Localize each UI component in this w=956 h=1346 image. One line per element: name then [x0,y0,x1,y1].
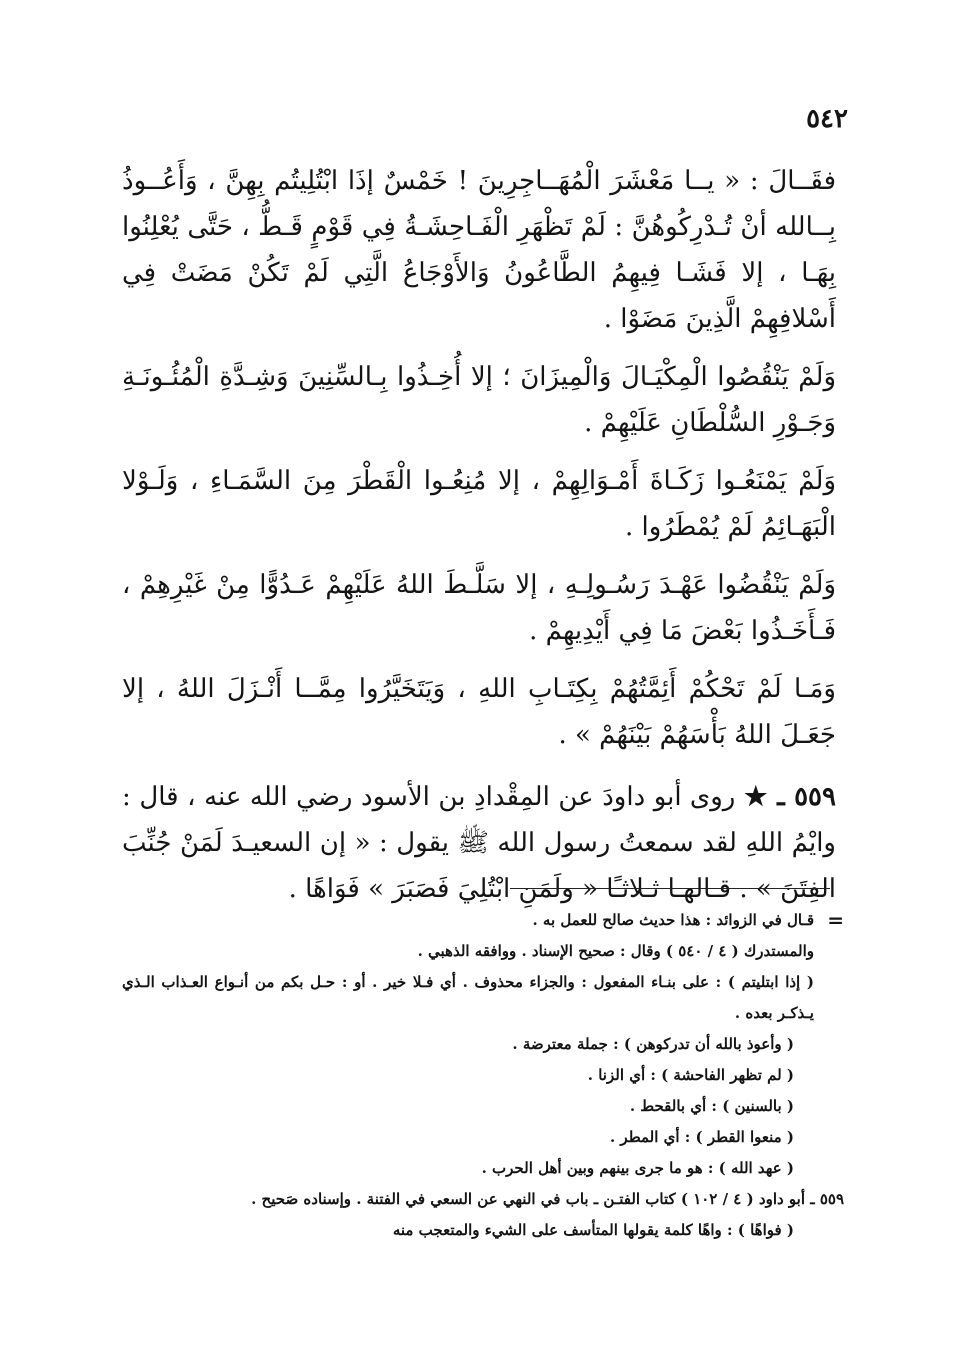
footnote-line: ( بالسنين ) : أي بالقحط . [629,1097,794,1115]
hadith-paragraph: وَلَمْ يَنْقُصُوا الْمِكْيَـالَ وَالْمِيزَانَ ؛ إلا أُخِـذُوا بِـالسِّنِينَ وَشِـدَّةِ الْمُئُـونَـةِ وَجَـوْرِ السُّلْطَانِ عَلَيْهِمْ . [122,362,836,438]
footnotes [122,905,844,1246]
hadith-paragraph: وَلَمْ يَمْنَعُـوا زَكَـاةَ أَمْـوَالِهِمْ ، إلا مُنِعُـوا الْقَطْرَ مِنَ السَّمَـاءِ ، وَلَـوْلا الْبَهَـائِمُ لَمْ يُمْطَرُوا . [122,466,836,542]
hadith-number: ٥٥٩ ـ ★ [743,782,836,812]
footnote-line: ( عهد الله ) : هو ما جرى بينهم وبين أهل الحرب . [481,1159,794,1177]
hadith-559-text: روى أبو داودَ عن المِقْدادِ بن الأسود رضي الله عنه ، قال : وايْمُ اللهِ لقد سمعتُ رسول الله ﷺ يقول : « إن السعيـدَ لَمَنْ جُنِّبَ الفِتَنَ » . قـالهـا ثـلاثـًا « ولَمَنِ ابْتُلِيَ فَصَبَرَ » فَوَاهًا . [122,782,836,904]
footnote-line: ( لم تظهر الفاحشة ) : أي الزنا . [587,1066,794,1084]
footnote-continuation-mark: = [827,908,844,932]
page-number: ٥٤٢ [806,104,848,134]
footnote-559: ٥٥٩ ـ أبو داود ( ٤ / ١٠٢ ) كتاب الفتـن ـ باب في النهي عن السعي في الفتنة . وإسناده صَحيح . [251,1190,844,1208]
footnote-divider [510,888,830,889]
footnote-line: ( وأعوذ بالله أن تدركوهن ) : جملة معترضة . [512,1035,794,1053]
footnote-559-gloss: ( فواهًا ) : واهًا كلمة يقولها المتأسف على الشيء والمتعجب منه [392,1221,794,1239]
hadith-paragraph: وَلَمْ يَنْقُضُوا عَهْـدَ رَسُـولِـهِ ، إلا سَلَّـطَ اللهُ عَلَيْهِمْ عَـدُوًّا مِنْ غَيْرِهِمْ ، فَـأَخَـذُوا بَعْضَ مَا فِي أَيْدِيهِمْ . [122,570,836,646]
footnote-line: والمستدرك ( ٤ / ٥٤٠ ) وقال : صحيح الإسناد . ووافقه الذهبي . [417,942,814,960]
hadith-paragraph: فقَــالَ : « يــا مَعْشَرَ الْمُهَــاجِرِينَ ! خَمْسٌ إذَا ابْتُلِيتُم بِهِنَّ ، وَأَعُــوذُ بِــالله أنْ تُـدْرِكُوهُنَّ : لَمْ تَظْهَرِ الْفَـاحِشَـةُ فِي قَوْمٍ قَـطُّ ، حَتَّى يُعْلِنُوا بِهَـا ، إلا فَشَـا فِيهِمُ الطَّاعُونُ وَالأَوْجَاعُ الَّتِي لَمْ تَكُنْ مَضَتْ فِي أَسْلافِهِمْ الَّذِينَ مَضَوْا . [122,166,836,334]
footnote-line: ( منعوا القطر ) : أي المطر . [609,1128,794,1146]
hadith-paragraph: وَمَـا لَمْ تَحْكُمْ أَئِمَّتُهُمْ بِكِتَـابِ اللهِ ، وَيَتَخَيَّرُوا مِمَّــا أَنْـزَلَ اللهُ ، إلا جَعَـلَ اللهُ بَأْسَهُمْ بَيْنَهُمْ » . [122,674,836,750]
hadith-559-paragraph [122,774,836,912]
main-text [122,158,836,924]
footnote-line: ( إذا ابتليتم ) : على بنـاء المفعول : والجزاء محذوف . أي فـلا خير . أو : حـل بكم من أنـواع العـذاب الـذي يـذكـر بعده . [122,973,814,1022]
footnote-line: قـال في الزوائد : هذا حديث صالح للعمل به . [532,911,814,929]
